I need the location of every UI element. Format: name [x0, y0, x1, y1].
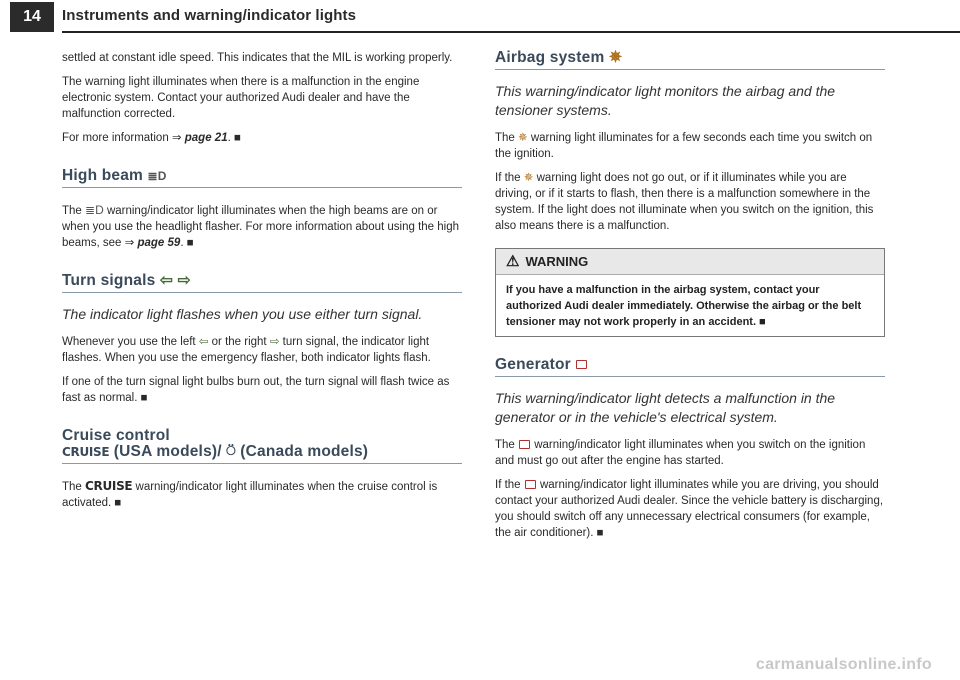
- turn-signals-heading: Turn signals ⇦ ⇨: [62, 273, 462, 293]
- right-arrow-icon: ⇨: [269, 336, 280, 348]
- airbag-lead: This warning/indicator light monitors the airbag and the tensioner systems.: [495, 83, 836, 118]
- right-column: [495, 50, 885, 549]
- generator-paragraph-1: The warning/indicator light illuminates when you switch on the ignition and must go out after the engine has started.: [495, 439, 866, 467]
- cruise-control-heading: Cruise control CRUISE (USA models)/ ⍥ (Canada models): [62, 428, 462, 464]
- page-number: 14: [10, 2, 54, 32]
- battery-icon: [576, 360, 587, 369]
- left-column: [62, 50, 462, 519]
- warning-triangle-icon: ⚠: [506, 253, 520, 270]
- airbag-icon: ✵: [608, 49, 623, 66]
- chapter-title: Instruments and warning/indicator lights: [62, 7, 357, 24]
- generator-heading: Generator: [495, 357, 885, 377]
- turn-signals-paragraph-1: Whenever you use the left ⇦ or the right ⇨ turn signal, the indicator light flashes. When you use the emergency flasher, both indicator lights flash.: [62, 336, 431, 364]
- high-beam-icon: ≣D: [85, 203, 104, 217]
- turn-signal-icon: ⇦ ⇨: [159, 272, 191, 289]
- turn-signals-paragraph-2: If one of the turn signal light bulbs burn out, the turn signal will flash twice as fast as normal. ■: [62, 376, 450, 404]
- cruise-icon: CRUISE: [62, 445, 110, 459]
- left-arrow-icon: ⇦: [198, 336, 209, 348]
- high-beam-icon: ≣D: [147, 169, 167, 183]
- battery-icon: [525, 480, 536, 489]
- header-rule: [62, 31, 960, 33]
- high-beam-paragraph: The ≣D warning/indicator light illuminates when the high beams are on or when you use the headlight flasher. For more information about using the high beams, see ⇒ page 59. ■: [62, 203, 459, 249]
- intro-paragraph-2: The warning light illuminates when there is a malfunction in the engine electronic system. Contact your authorized Audi dealer and have the malfunction corrected.: [62, 76, 420, 120]
- cruise-paragraph: The CRUISE warning/indicator light illuminates when the cruise control is activated. ■: [62, 479, 438, 509]
- generator-paragraph-2: If the warning/indicator light illuminates while you are driving, you should contact your authorized Audi dealer. Since the vehicle battery is discharging, you should switch off any unnecessary electrical consumers (for example, the air conditioner). ■: [495, 479, 884, 539]
- turn-signals-lead: The indicator light flashes when you use either turn signal.: [62, 306, 423, 322]
- generator-lead: This warning/indicator light detects a malfunction in the generator or in the vehicle's electrical system.: [495, 390, 836, 425]
- battery-icon: [519, 440, 530, 449]
- watermark: carmanualsonline.info: [755, 656, 932, 673]
- page-header: [0, 0, 960, 34]
- intro-paragraph-1: settled at constant idle speed. This indicates that the MIL is working properly.: [62, 52, 453, 64]
- airbag-icon: ✵: [518, 132, 528, 144]
- airbag-icon: ✵: [523, 172, 534, 184]
- page-ref-link[interactable]: page 21: [184, 132, 228, 144]
- airbag-paragraph-1: The ✵ warning light illuminates for a few seconds each time you switch on the ignition.: [495, 132, 873, 160]
- warning-box: [495, 248, 885, 337]
- high-beam-heading: High beam ≣D: [62, 168, 462, 188]
- page-ref-link[interactable]: page 59: [137, 237, 181, 249]
- warning-header: ⚠ WARNING: [496, 249, 884, 275]
- cruise-canada-icon: ⍥: [226, 443, 236, 460]
- airbag-paragraph-2: If the ✵ warning light does not go out, or if it illuminates while you are driving, or if it starts to flash, then there is a malfunction somewhere in the system. If the light does not illuminate when you switch on the ignition, this also means there is a malfunction.: [495, 172, 874, 232]
- warning-body: If you have a malfunction in the airbag system, contact your authorized Audi dealer immediately. Otherwise the airbag or the belt tensioner may not work properly in an accident. ■: [506, 284, 862, 328]
- cruise-icon: CRUISE: [85, 479, 133, 493]
- airbag-heading: Airbag system ✵: [495, 50, 885, 70]
- intro-paragraph-3: For more information ⇒ page 21. ■: [62, 132, 241, 144]
